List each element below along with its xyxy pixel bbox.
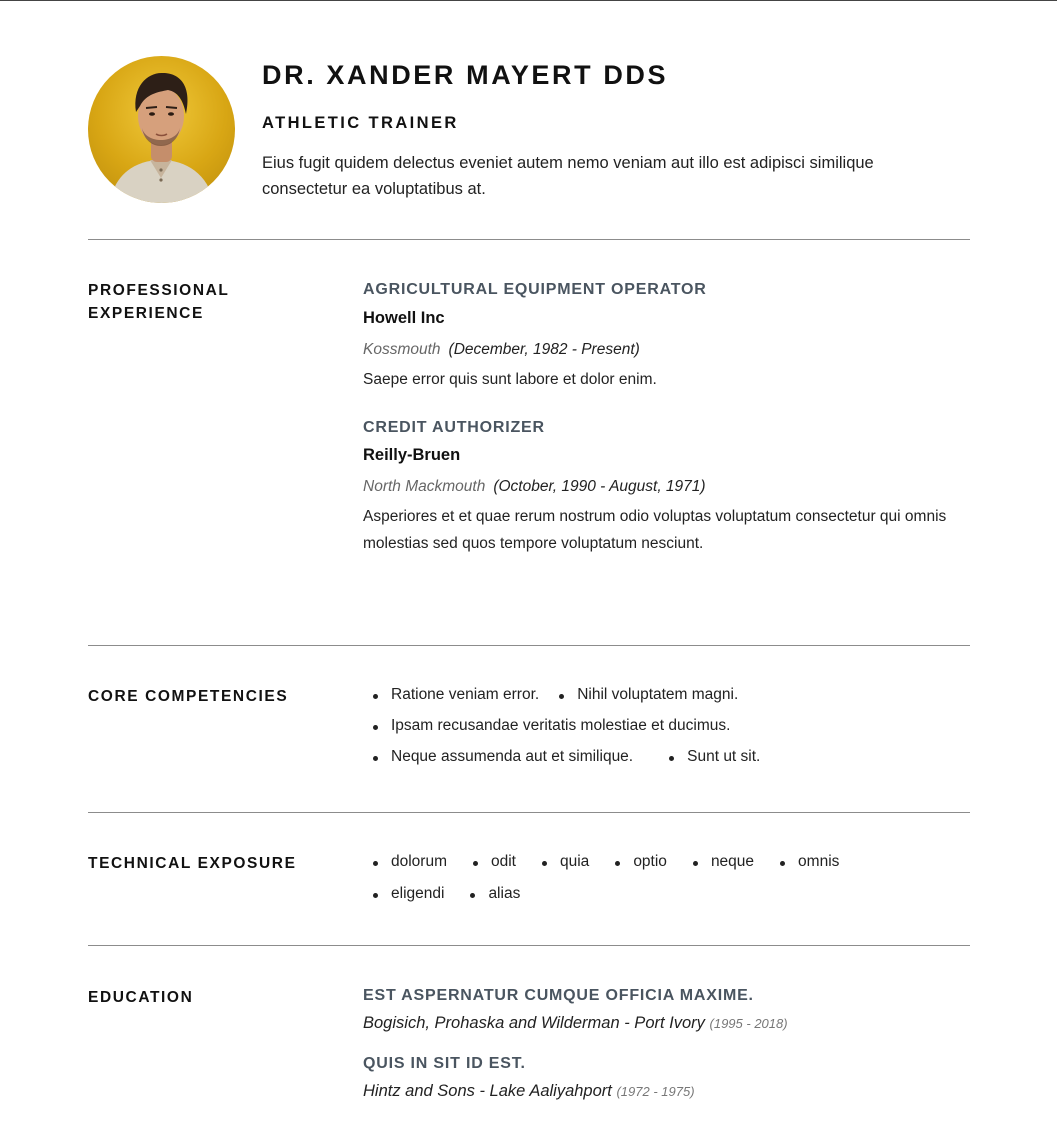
competency-item: Ipsam recusandae veritatis molestiae et ducimus. xyxy=(363,717,730,735)
section-title-technical: TECHNICAL EXPOSURE xyxy=(88,855,297,872)
resume-page xyxy=(88,0,970,1136)
education-section xyxy=(88,946,970,1136)
job-description: Saepe error quis sunt labore et dolor enim. xyxy=(363,371,657,388)
skill-item: omnis xyxy=(770,853,839,871)
education-entry xyxy=(363,1055,963,1101)
competency-item: Ratione veniam error. xyxy=(363,686,539,704)
profile-summary: Eius fugit quidem delectus eveniet autem nemo veniam aut illo est adipisci similique consectetur ea voluptatibus at. xyxy=(262,154,874,198)
education-list xyxy=(363,987,963,1101)
section-title-competencies: CORE COMPETENCIES xyxy=(88,688,289,705)
job-location: North Mackmouth xyxy=(363,478,486,495)
job-dates: (December, 1982 - Present) xyxy=(448,341,640,358)
experience-list xyxy=(363,281,963,557)
education-school xyxy=(363,1014,963,1033)
profile-photo xyxy=(88,56,235,203)
job-location: Kossmouth xyxy=(363,341,441,358)
education-entry xyxy=(363,987,963,1033)
education-years: (1972 - 1975) xyxy=(616,1084,695,1099)
technical-section xyxy=(88,813,970,945)
skill-item: dolorum xyxy=(363,853,447,871)
competency-item: Nihil voluptatem magni. xyxy=(549,686,738,704)
section-title-experience: PROFESSIONAL EXPERIENCE xyxy=(88,282,230,322)
resume-header xyxy=(88,0,970,239)
job-entry xyxy=(363,281,963,393)
skill-item: odit xyxy=(463,853,516,871)
education-degree: EST ASPERNATUR CUMQUE OFFICIA MAXIME. xyxy=(363,987,754,1004)
job-meta xyxy=(363,478,963,496)
education-degree: QUIS IN SIT ID EST. xyxy=(363,1055,526,1072)
competency-item: Neque assumenda aut et similique. xyxy=(363,748,633,766)
technical-list xyxy=(363,853,963,903)
job-dates: (October, 1990 - August, 1971) xyxy=(493,478,706,495)
education-school xyxy=(363,1082,963,1101)
job-company: Howell Inc xyxy=(363,309,445,327)
education-years: (1995 - 2018) xyxy=(709,1016,788,1031)
skill-item: eligendi xyxy=(363,885,444,903)
competencies-list xyxy=(363,686,963,766)
education-institution: Hintz and Sons - Lake Aaliyahport xyxy=(363,1082,612,1100)
job-description: Asperiores et et quae rerum nostrum odio voluptas voluptatum consectetur qui omnis molestias sed quos tempore voluptatum nesciunt. xyxy=(363,508,947,552)
competency-item: Sunt ut sit. xyxy=(659,748,760,766)
job-meta xyxy=(363,341,963,359)
candidate-name: DR. XANDER MAYERT DDS xyxy=(262,60,669,90)
job-entry xyxy=(363,419,963,557)
education-institution: Bogisich, Prohaska and Wilderman - Port Ivory xyxy=(363,1014,705,1032)
skill-item: quia xyxy=(532,853,589,871)
competencies-section xyxy=(88,646,970,812)
experience-section xyxy=(88,240,970,645)
skill-item: alias xyxy=(460,885,520,903)
job-title: CREDIT AUTHORIZER xyxy=(363,419,545,436)
skill-item: neque xyxy=(683,853,754,871)
candidate-title: ATHLETIC TRAINER xyxy=(262,114,459,132)
portrait-illustration xyxy=(88,56,235,203)
section-title-education: EDUCATION xyxy=(88,989,194,1006)
job-title: AGRICULTURAL EQUIPMENT OPERATOR xyxy=(363,281,707,298)
job-company: Reilly-Bruen xyxy=(363,446,461,464)
skill-item: optio xyxy=(605,853,667,871)
